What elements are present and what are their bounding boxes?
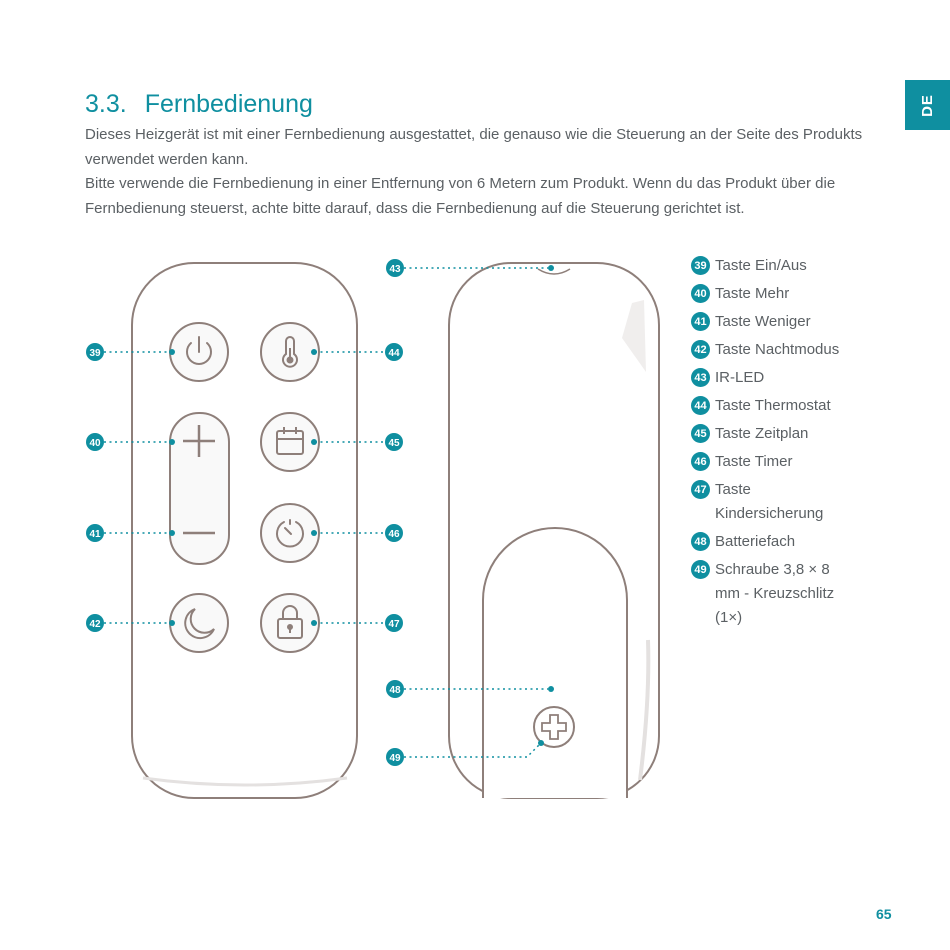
callout-42 [86, 614, 104, 632]
timer-button [261, 504, 319, 562]
callout-40 [86, 433, 104, 451]
legend-number: 43 [691, 368, 710, 387]
schedule-button [261, 413, 319, 471]
legend-number: 49 [691, 560, 710, 579]
night-mode-button [170, 594, 228, 652]
svg-text:40: 40 [89, 438, 101, 449]
intro-paragraph-1: Dieses Heizgerät ist mit einer Fernbedienung ausgestattet, die genauso wie die Steuerung an der Seite des Produkts verwendet werden kann. [85, 126, 863, 168]
svg-text:39: 39 [89, 348, 101, 359]
legend-item [691, 366, 891, 390]
svg-text:43: 43 [389, 264, 401, 275]
callout-39 [86, 343, 104, 361]
callout-45 [385, 433, 403, 451]
legend-number: 44 [691, 396, 710, 415]
svg-text:47: 47 [388, 619, 400, 630]
section-title: Fernbedienung [144, 90, 313, 118]
legend-item [691, 530, 891, 554]
legend-label: Taste Mehr [715, 285, 790, 302]
legend-number: 45 [691, 424, 710, 443]
legend-item [691, 310, 891, 334]
svg-text:42: 42 [89, 619, 101, 630]
legend-number: 42 [691, 340, 710, 359]
language-tab-label: DE [919, 93, 936, 117]
parts-legend [691, 254, 891, 634]
legend-number: 47 [691, 480, 710, 499]
svg-text:44: 44 [388, 348, 400, 359]
child-lock-button [261, 594, 319, 652]
legend-label: IR-LED [715, 369, 765, 386]
svg-text:49: 49 [389, 753, 401, 764]
callout-46 [385, 524, 403, 542]
legend-label: Batteriefach [715, 533, 796, 550]
legend-item [691, 338, 891, 362]
power-button [170, 323, 228, 381]
legend-item [691, 422, 891, 446]
svg-text:46: 46 [388, 529, 400, 540]
legend-label: Taste Thermostat [715, 397, 831, 414]
plus-minus-rocker [170, 413, 229, 564]
legend-number: 41 [691, 312, 710, 331]
legend-label: Taste Weniger [715, 313, 811, 330]
legend-label: Taste Ein/Aus [715, 257, 807, 274]
remote-front [132, 263, 357, 798]
legend-number: 40 [691, 284, 710, 303]
legend-label: Taste Timer [715, 453, 793, 470]
callout-48 [386, 680, 404, 698]
page-number: 65 [876, 906, 892, 922]
legend-item [691, 558, 856, 630]
callout-47 [385, 614, 403, 632]
callout-43 [386, 259, 404, 277]
legend-label: Taste Nachtmodus [715, 341, 840, 358]
callout-44 [385, 343, 403, 361]
legend-label: Taste Kindersicherung [715, 481, 824, 522]
svg-text:48: 48 [389, 685, 401, 696]
thermostat-button [261, 323, 319, 381]
svg-text:41: 41 [89, 529, 101, 540]
legend-number: 48 [691, 532, 710, 551]
legend-number: 46 [691, 452, 710, 471]
legend-item [691, 254, 891, 278]
legend-item [691, 282, 891, 306]
legend-item [691, 450, 891, 474]
section-number: 3.3. [85, 90, 127, 118]
intro-paragraph-2: Bitte verwende die Fernbedienung in einer Entfernung von 6 Metern zum Produkt. Wenn du das Produkt über die Fernbedienung steuerst, achte bitte darauf, dass die Fernbedienung auf die Steuerung gerichtet ist. [85, 175, 836, 217]
legend-item [691, 478, 841, 526]
legend-item [691, 394, 891, 418]
svg-text:45: 45 [388, 438, 400, 449]
callout-41 [86, 524, 104, 542]
legend-number: 39 [691, 256, 710, 275]
legend-label: Schraube 3,8 × 8 mm - Kreuzschlitz (1×) [715, 561, 835, 626]
legend-label: Taste Zeitplan [715, 425, 809, 442]
callout-49 [386, 748, 404, 766]
